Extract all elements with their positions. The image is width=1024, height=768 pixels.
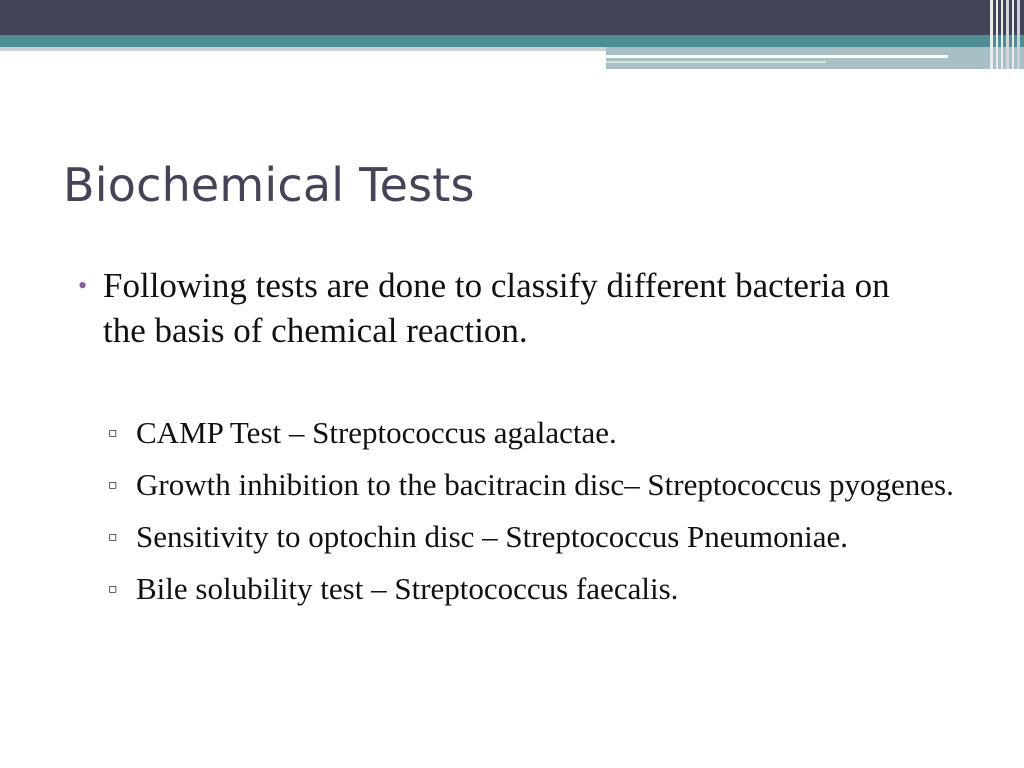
sub-bullet-item	[108, 464, 962, 506]
header-light-band	[0, 47, 606, 51]
sub-bullet-text: Sensitivity to optochin disc – Streptococcus Pneumoniae.	[136, 519, 849, 554]
square-bullet-icon: ▫	[108, 477, 118, 493]
header-dark-band	[0, 0, 1024, 35]
sub-bullet-list	[108, 412, 962, 620]
sub-bullet-item	[108, 412, 962, 454]
square-bullet-icon: ▫	[108, 581, 118, 597]
sub-bullet-item	[108, 568, 962, 610]
main-bullet	[78, 263, 938, 353]
header-vertical-stripe	[1017, 0, 1020, 69]
sub-bullet-text: CAMP Test – Streptococcus agalactae.	[136, 415, 617, 450]
header-right-line	[606, 55, 948, 58]
sub-bullet-item	[108, 516, 962, 558]
header-vertical-stripe	[996, 0, 998, 69]
header-teal-band	[0, 35, 1024, 47]
sub-bullet-text: Growth inhibition to the bacitracin disc– Streptococcus pyogenes.	[136, 467, 954, 502]
main-bullet-text: Following tests are done to classify different bacteria on the basis of chemical reaction.	[103, 266, 890, 350]
header-right-block	[606, 47, 1024, 69]
bullet-marker: •	[78, 271, 88, 300]
header-right-line	[606, 61, 826, 63]
square-bullet-icon: ▫	[108, 529, 118, 545]
header-vertical-stripe	[1001, 0, 1003, 69]
sub-bullet-text: Bile solubility test – Streptococcus faecalis.	[136, 571, 679, 606]
header-vertical-stripe	[1012, 0, 1014, 69]
slide-title: Biochemical Tests	[63, 158, 475, 212]
square-bullet-icon: ▫	[108, 425, 118, 441]
header-vertical-stripe	[990, 0, 993, 69]
header-vertical-stripe	[1006, 0, 1009, 69]
